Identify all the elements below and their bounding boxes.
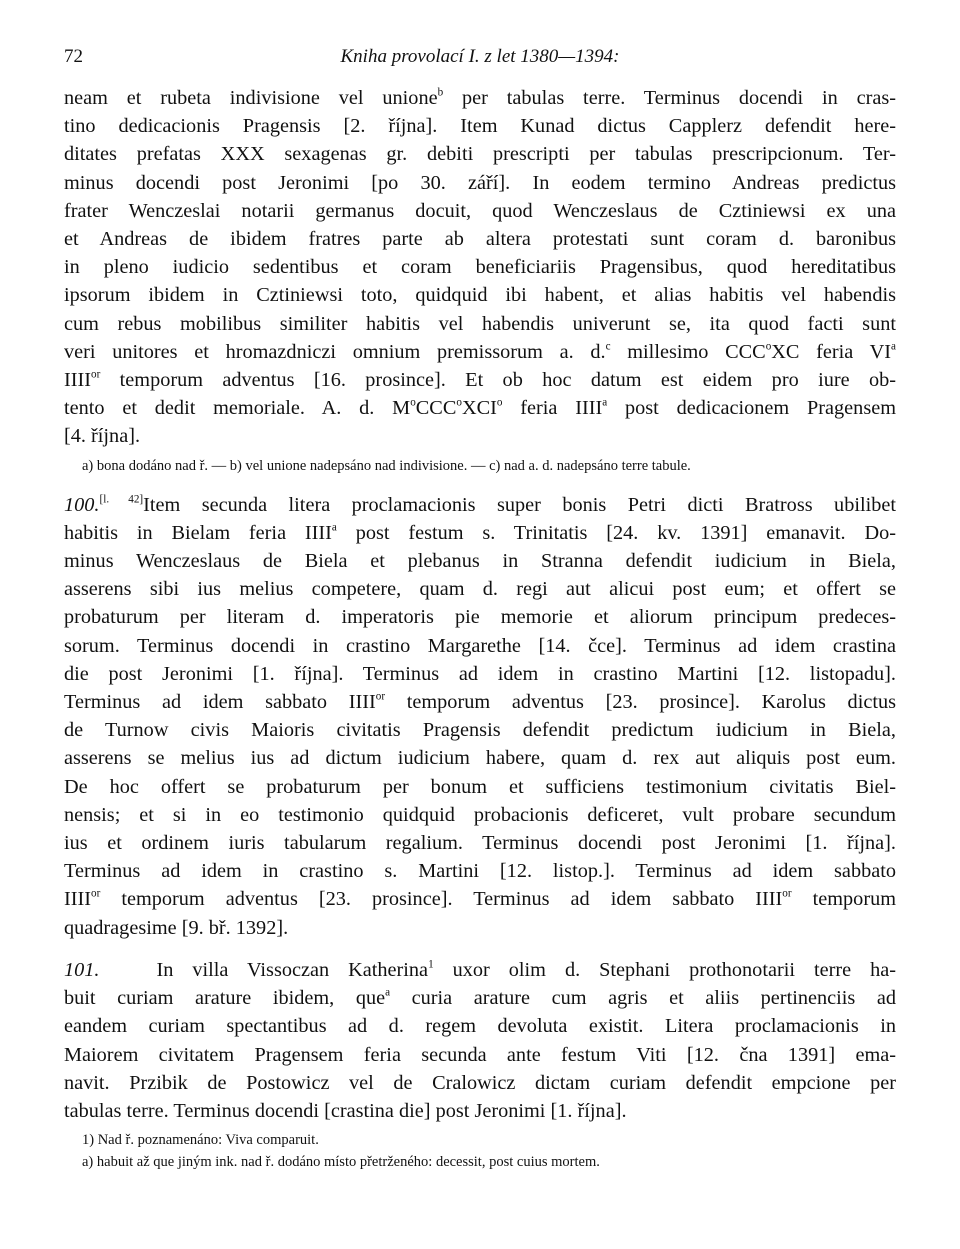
text-line: buit curiam arature ibidem, que$^a$ curia arature cum agris et aliis pertinenciis ad [64, 986, 896, 1010]
entry-number: 101. [64, 958, 100, 981]
text-line: nensis; et si in eo testimonio quidquid probacionis deficeret, vult probare secundum [64, 803, 896, 826]
text-line: probaturum per literam d. imperatoris pie memorie et aliorum principum predeces- [64, 606, 896, 629]
folio-ref: [l. 42] [99, 493, 144, 506]
text-line: asserens sibi ius melius competere, quam d. regi aut alicui post eum; et offert se [64, 578, 896, 601]
text-line: ditates prefatas XXX sexagenas gr. debiti prescripti per tabulas prescripcionum. Ter- [64, 143, 896, 166]
text-line: tino dedicacionis Pragensis [2. října]. Item Kunad dictus Capplerz defendit here- [64, 115, 896, 138]
text-line: 100.[l. 42]Item secunda litera proclamacionis super bonis Petri dicti Bratross ubilibet [64, 493, 897, 516]
footnote: a) habuit až que jiným ink. nad ř. dodáno místo přetrženého: decessit, post cuius mortem. [82, 1154, 600, 1171]
text-line: et Andreas de ibidem fratres parte ab altera protestati sunt coram d. baronibus [64, 228, 896, 251]
text-line: [4. října]. [64, 425, 141, 448]
page-number: 72 [64, 46, 83, 67]
text-line: tento et dedit memoriale. A. d. $M^oCCC^oXCI^o$ feria IIII$^a$ post dedicacionem Pragensem [64, 396, 896, 420]
page [64, 40, 896, 1173]
text-line: De hoc offert se probaturum per bonum et sufficiens testimonium civitatis Biel- [64, 775, 896, 798]
running-title: Kniha provolací I. z let 1380—1394: [340, 46, 620, 67]
text-line: tabulas terre. Terminus docendi [crastina die] post Jeronimi [1. října]. [64, 1099, 627, 1122]
text-line: minus docendi post Jeronimi [po 30. září]. In eodem termino Andreas predictus [64, 171, 896, 194]
text-line: Maiorem civitatem Pragensem feria secunda ante festum Viti [12. čna 1391] ema- [64, 1043, 896, 1066]
entry-101 [64, 956, 896, 1125]
text-line: asserens se melius ius ad dictum iudicium habere, quam d. rex aut aliquis post eum. [64, 747, 896, 770]
text-line: navit. Przibik de Postowicz vel de Cralowicz dictam curiam defendit empcione per [64, 1071, 896, 1094]
text-line: frater Wenczeslai notarii germanus docuit, quod Wenczeslaus de Cztiniewsi ex una [64, 199, 896, 222]
entry-100 [64, 491, 896, 942]
footnote: 1) Nad ř. poznamenáno: Viva comparuit. [82, 1132, 319, 1149]
text-line: minus Wenczeslaus de Biela et plebanus in Stranna defendit iudicium in Biela, [64, 550, 896, 573]
text-line: Terminus ad idem in crastino s. Martini [12. listop.]. Terminus ad idem sabbato [64, 860, 896, 883]
text-line: die post Jeronimi [1. října]. Terminus ad idem in crastino Martini [12. listopadu]. [64, 662, 896, 685]
entry-number: 100. [64, 493, 100, 516]
footnote: a) bona dodáno nad ř. — b) vel unione nadepsáno nad indivisione. — c) nad a. d. nadepsáno terre tabule. [82, 457, 691, 474]
page-header [64, 40, 896, 84]
text-line: de Turnow civis Maioris civitatis Pragensis defendit predictum iudicium in Biela, [64, 719, 896, 742]
text-line: veri unitores et hromazdniczi omnium premissorum a. d.$^c$ millesimo CCC$^o$XC feria $VI^a$ [64, 340, 896, 363]
text-line: cum rebus mobilibus similiter habitis vel habendis univerunt se, ita quod facti sunt [64, 312, 896, 335]
text-line: Terminus ad idem sabbato $IIII^{or}$ temporum adventus [23. prosince]. Karolus dictus [64, 690, 896, 714]
text-line: sorum. Terminus docendi in crastino Margarethe [14. čce]. Terminus ad idem crastina [64, 634, 896, 657]
text-line: ipsorum ibidem in Cztiniewsi toto, quidquid ibi habent, et alias habitis vel habendis [64, 284, 896, 307]
section-a-text [64, 84, 896, 451]
text-line: 101. In villa Vissoczan Katherina$^1$ uxor olim d. Stephani prothonotarii terre ha- [64, 958, 896, 981]
text-line: eandem curiam spectantibus ad d. regem devoluta existit. Litera proclamacionis in [64, 1015, 896, 1038]
text-line: ius et ordinem iuris tabularum regalium. Terminus docendi post Jeronimi [1. října]. [64, 832, 896, 855]
text-line: quadragesime [9. bř. 1392]. [64, 916, 289, 939]
text-line: $IIII^{or}$ temporum adventus [16. prosince]. Et ob hoc datum est eidem pro iure ob- [64, 368, 896, 392]
text-line: $IIII^{or}$ temporum adventus [23. prosince]. Terminus ad idem sabbato $IIII^{or}$ temporum [64, 888, 896, 911]
text-line: neam et rubeta indivisione vel unione$^b$ per tabulas terre. Terminus docendi in cras- [64, 86, 896, 109]
text-line: habitis in Bielam feria IIII$^a$ post festum s. Trinitatis [24. kv. 1391] emanavit. Do- [64, 521, 896, 544]
text-line: in pleno iudicio sedentibus et coram beneficiariis Pragensibus, quod hereditatibus [64, 256, 896, 279]
